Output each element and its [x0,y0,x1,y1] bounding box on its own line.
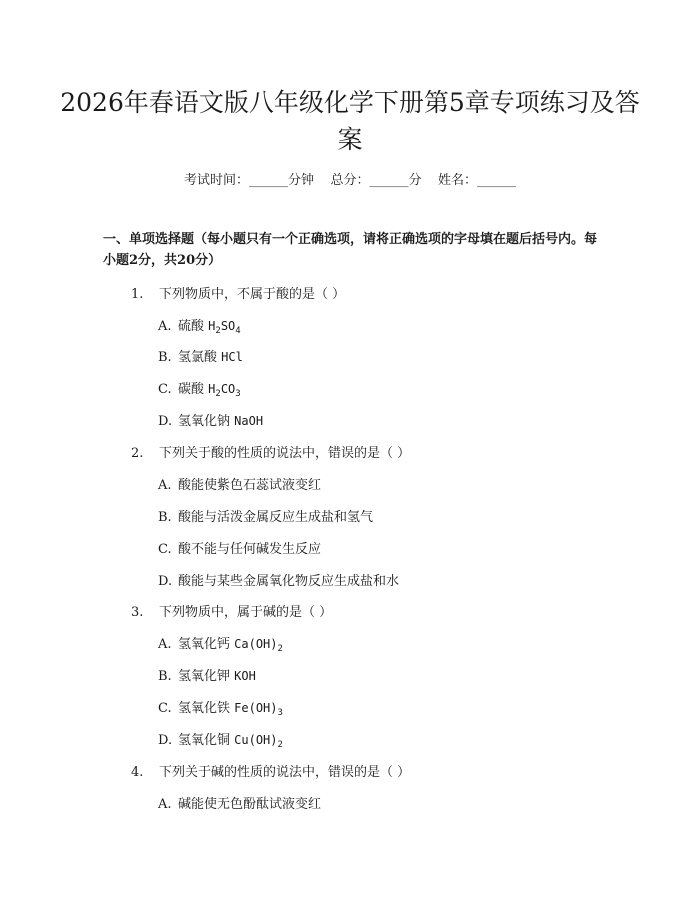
q2-option-a: A. 酸能使紫色石蕊试液变红 [158,478,322,493]
section-heading: 一、单项选择题（每小题只有一个正确选项，请将正确选项的字母填在题后括号内。每小题2分，共20分） [103,232,598,268]
chemical-formula: $H_2SO_4$ [208,319,241,336]
q1-option-d: D. 氢氧化钠 NaOH [158,414,264,429]
question-number: 1. [131,287,144,302]
chemical-formula: $Ca(OH)_2$ [234,637,283,654]
q2-option-b: B. 酸能与活泼金属反应生成盐和氢气 [158,510,374,525]
q3-option-c: C. 氢氧化铁 $Fe(OH)_3$ [158,701,283,718]
question-3 [131,601,332,620]
document-title: 2026年春语文版八年级化学下册第5章专项练习及答案 [60,88,640,154]
chemical-formula: HCl [221,350,243,364]
chemical-formula: $Cu(OH)_2$ [234,733,283,750]
question-number: 2. [131,446,144,461]
q3-option-b: B. 氢氧化钾 KOH [158,669,256,684]
chemical-formula: NaOH [234,414,264,428]
exam-meta-line: 考试时间：______分钟 总分：______分 姓名：______ [183,173,517,188]
question-4 [131,761,410,780]
q2-option-c: C. 酸不能与任何碱发生反应 [158,542,322,557]
q3-option-a: A. 氢氧化钙 $Ca(OH)_2$ [158,637,283,654]
question-number: 4. [131,765,144,780]
question-stem: 下列关于酸的性质的说法中，错误的是（ ） [159,446,411,461]
chemical-formula: $H_2CO_3$ [208,382,241,399]
question-1 [131,283,345,302]
q1-option-b: B. 氢氯酸 HCl [158,350,243,365]
chemical-formula: $Fe(OH)_3$ [234,701,283,718]
q2-option-d: D. 酸能与某些金属氧化物反应生成盐和水 [158,574,400,589]
q1-option-c: C. 碳酸 $H_2CO_3$ [158,382,241,399]
question-stem: 下列关于碱的性质的说法中，错误的是（ ） [159,765,411,780]
question-2 [131,442,410,461]
q1-option-a: A. 硫酸 $H_2SO_4$ [158,319,241,336]
q4-option-a: A. 碱能使无色酚酞试液变红 [158,797,322,812]
question-stem: 下列物质中，属于碱的是（ ） [159,605,333,620]
question-stem: 下列物质中，不属于酸的是（ ） [159,287,346,302]
question-number: 3. [131,605,144,620]
chemical-formula: KOH [234,669,256,683]
q3-option-d: D. 氢氧化铜 $Cu(OH)_2$ [158,733,283,750]
